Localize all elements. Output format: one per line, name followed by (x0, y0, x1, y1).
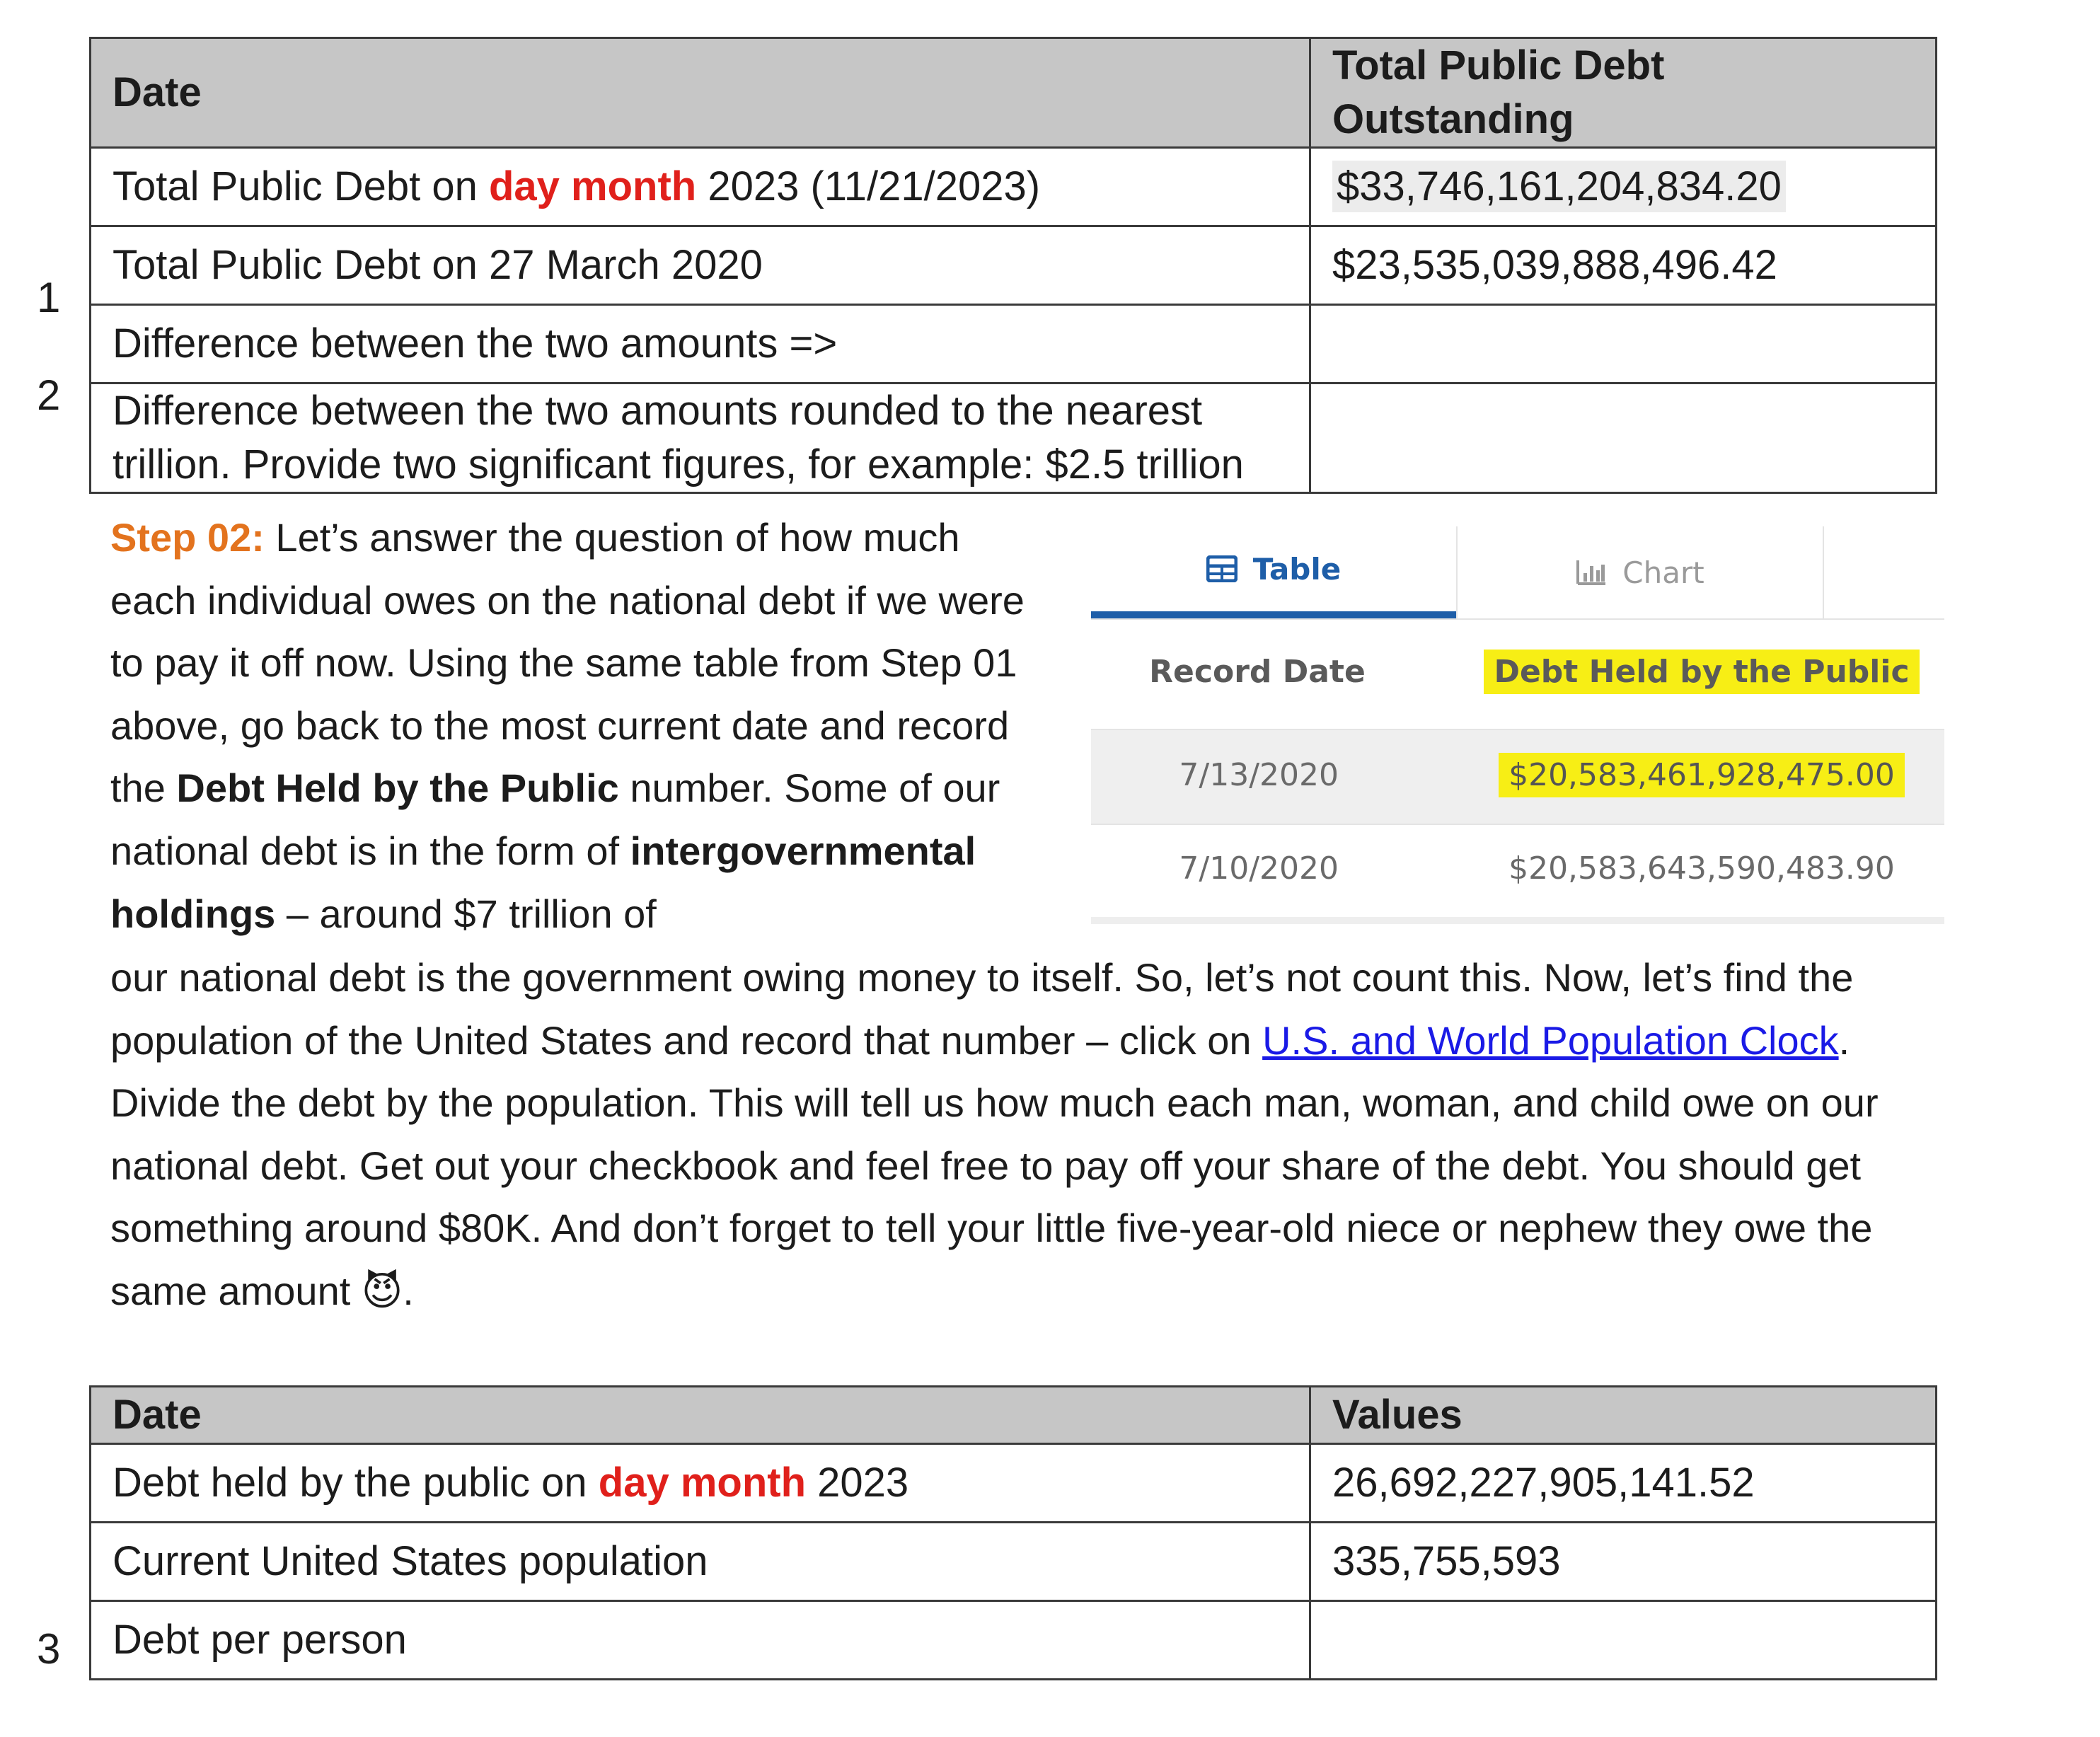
label-line: trillion. Provide two significant figures, for example: $2.5 trillion (112, 442, 1244, 487)
debt-value (1479, 757, 1925, 793)
column-header-record-date[interactable]: Record Date (1149, 654, 1366, 690)
label-text: Debt held by the public on (112, 1460, 599, 1506)
record-date: 7/13/2020 (1179, 757, 1339, 793)
row-label (91, 148, 1310, 226)
highlighted-header: Debt Held by the Public (1484, 650, 1919, 694)
row-label: Current United States population (91, 1523, 1310, 1601)
treasury-data-widget (1091, 526, 1944, 928)
paragraph-text: Let’s answer the question of how much each individual owes on the national debt if we were to pay it off now. Using the same table from Step 01 above, go back to the most current date and record the (110, 515, 1025, 811)
smiling-devil-emoji: 😈 (361, 1268, 403, 1313)
header-date: Date (91, 1387, 1310, 1444)
population-clock-link[interactable]: U.S. and World Population Clock (1262, 1017, 1839, 1063)
debt-table (89, 37, 1937, 494)
label-text: 2023 (11/21/2023) (696, 163, 1041, 209)
red-placeholder: day month (598, 1460, 807, 1506)
row-number: 2 (37, 371, 61, 419)
table-header-row (91, 1387, 1937, 1444)
table-row (91, 226, 1937, 305)
header-values: Values (1310, 1387, 1937, 1444)
step-02-paragraph (110, 507, 1044, 945)
bold-term: Debt Held by the Public (176, 766, 619, 811)
table-row (1091, 824, 1944, 924)
paragraph-text: . (403, 1268, 414, 1313)
tab-label: Table (1252, 551, 1342, 587)
table-header-row (91, 38, 1937, 148)
chart-icon (1576, 559, 1607, 586)
per-person-table (89, 1385, 1937, 1680)
label-text: Total Public Debt on (112, 163, 489, 209)
header-date: Date (91, 38, 1310, 148)
answer-cell-1[interactable] (1310, 305, 1937, 383)
label-line: Difference between the two amounts rounded to the nearest (112, 388, 1203, 434)
paragraph-text: – around $7 trillion of (275, 891, 657, 936)
table-row (91, 383, 1937, 493)
row-value: 26,692,227,905,141.52 (1310, 1444, 1937, 1523)
tab-label: Chart (1622, 555, 1704, 590)
step-02-paragraph-continued (110, 947, 1922, 1323)
row-value (1310, 148, 1937, 226)
row-label: Difference between the two amounts => (91, 305, 1310, 383)
row-value: $23,535,039,888,496.42 (1310, 226, 1937, 305)
widget-header-row (1091, 618, 1944, 729)
red-placeholder: day month (488, 163, 697, 209)
tab-table[interactable] (1091, 526, 1456, 618)
header-total-debt: Total Public Debt Outstanding (1310, 38, 1937, 148)
paragraph-text: . Divide the debt by the population. This will tell us how much each man, woman, and child owe on our national debt. Get out your checkbook and feel free to pay off your share of the debt. You should get something around $80K. And don’t forget to tell your little five-year-old niece or nephew they owe the same amount (110, 1017, 1879, 1313)
row-label: Total Public Debt on 27 March 2020 (91, 226, 1310, 305)
view-tabs (1091, 526, 1944, 620)
record-date: 7/10/2020 (1179, 850, 1339, 887)
debt-value: $20,583,643,590,483.90 (1508, 850, 1895, 887)
row-label (91, 383, 1310, 493)
label-text: 2023 (806, 1460, 909, 1506)
table-row (91, 1601, 1937, 1680)
table-row (91, 148, 1937, 226)
row-number: 1 (37, 274, 61, 321)
table-row (1091, 729, 1944, 825)
tab-chart[interactable] (1456, 526, 1824, 618)
highlighted-value: $20,583,461,928,475.00 (1499, 753, 1905, 797)
step-label: Step 02: (110, 515, 265, 560)
answer-cell-3[interactable] (1310, 1601, 1937, 1680)
row-label: Debt per person (91, 1601, 1310, 1680)
answer-cell-2[interactable] (1310, 383, 1937, 493)
table-icon (1206, 555, 1238, 582)
table-row (91, 1523, 1937, 1601)
paragraph-text: number. Some of our national debt is in the form of (110, 766, 1000, 873)
table-row (91, 305, 1937, 383)
column-header-debt-held[interactable] (1479, 654, 1925, 690)
table-row (91, 1444, 1937, 1523)
value-text: $33,746,161,204,834.20 (1332, 161, 1786, 212)
paragraph-text: our national debt is the government owing money to itself. So, let’s not count this. Now, let’s find the population of the United States and record that number – click on (110, 955, 1854, 1063)
row-label (91, 1444, 1310, 1523)
row-number: 3 (37, 1625, 61, 1673)
bold-term: intergovernmental holdings (110, 828, 976, 936)
row-value: 335,755,593 (1310, 1523, 1937, 1601)
